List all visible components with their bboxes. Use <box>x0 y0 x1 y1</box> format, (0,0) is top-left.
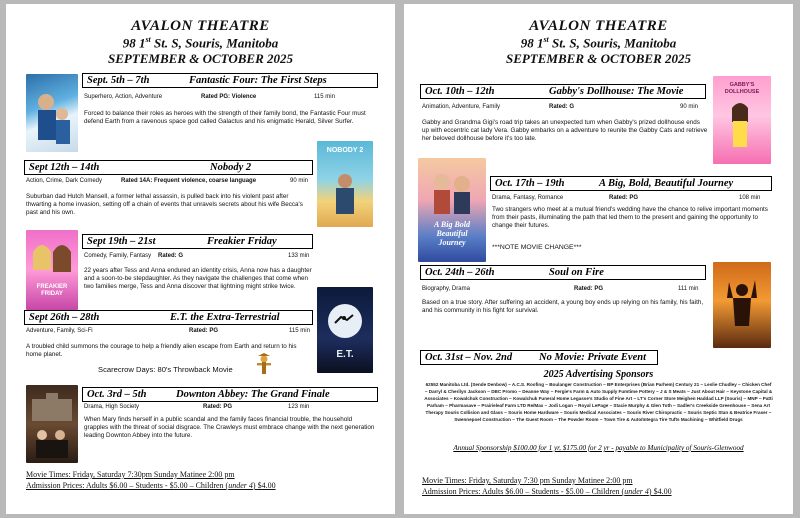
scarecrow-icon <box>255 353 273 375</box>
movie-7-meta: Drama, Fantasy, Romance Rated: PG 108 min <box>492 195 761 201</box>
season-title-right: SEPTEMBER & OCTOBER 2025 <box>505 51 692 66</box>
left-page <box>6 4 395 514</box>
big-bold-journey-poster <box>418 158 486 262</box>
movie-1-meta: Superhero, Action, Adventure Rated PG: Violence 115 min <box>84 94 335 100</box>
sponsors-title: 2025 Advertising Sponsors <box>543 369 654 380</box>
movie-9-bar: Oct. 31st – Nov. 2nd No Movie: Private Event <box>420 350 658 365</box>
movie-4-description: A troubled child summons the courage to help a friendly alien escape from Earth and return to his home planet. <box>26 343 297 359</box>
movie-1-bar: Sept. 5th – 7th Fantastic Four: The First Steps <box>82 73 378 88</box>
theatre-address: 98 1st St. S, Souris, Manitoba <box>122 35 279 51</box>
right-movie-times: Movie Times: Friday, Saturday 7:30 pm Sunday Matinee 2:00 pm <box>422 476 633 485</box>
theatre-name: AVALON THEATRE <box>131 18 270 34</box>
annual-sponsorship: Annual Sponsorship $100.00 for 1 yr, $175.00 for 2 yr - payable to Municipality of Souris-Glenwood <box>453 444 744 452</box>
movie-2-description: Suburban dad Hutch Mansell, a former lethal assassin, is pulled back into his violent past after thwarting a home invasion, setting off a chain of events that unravels secrets about his wife Becca's past and his own. <box>26 193 303 217</box>
movie-2-meta: Action, Crime, Dark Comedy Rated 14A: Frequent violence, coarse language 90 min <box>26 178 309 184</box>
right-admission-prices: Admission Prices: Adults $6.00 – Students - $5.00 – Children (under 4) $4.00 <box>422 487 672 496</box>
nobody-2-poster-title: NOBODY 2 <box>326 147 364 154</box>
big-bold-journey-poster-title: A Big Bold Beautiful Journey <box>433 220 470 247</box>
gabbys-dollhouse-poster-title: GABBY'S DOLLHOUSE <box>724 82 760 95</box>
left-admission-prices: Admission Prices: Adults $6.00 – Students - $5.00 – Children (under 4) $4.00 <box>26 481 276 490</box>
sponsors-list: 62552 Manitoba Ltd. (Sende Denbow) ~ A.C.S. Roofing ~ Boulanger Construction ~ BP Enterprises (Brian Parhem) Century 21 ~ Leslie Chudley ~ Chicken Chef ~ Darryl & Cherilyn Jackson ~ DBC Promo ~ Deanne Way ~ Fergie's Farm & Auto Supply Fumtime Pottery ~ J & S Meats ~ Just About Hair ~ Keystone Capital & Associates ~ Kowalchuk Construction ~ Kowalchuk Funeral Home Legasse's Studio of Fine Art ~ LT's Corner Store Meighen Haddad LLP (Souris) ~ MNP ~ Patti Parham ~ Pharmasave ~ Prairieleaf Farm LTD Re/Max – Jodi Logan ~ Royal LePage – Stacie Murphy & Glen Toth ~ Sadler's Creekside Greenhouse ~ Sena Art Therapy Souris Collision and Glass ~ Souris Home Hardware ~ Souris Medical Associates ~ Souris River Chiropractic ~ Souris Septic Stan & Beatrice Fraser ~ Swennepoel Construction ~ The Guest Room ~ The Powder Room ~ Town Tire & Auto/Integra Tire Tufts Machining ~ Whitfield Drugs <box>424 382 773 422</box>
movie-1-description: Forced to balance their roles as heroes with the strength of their family bond, the Fantastic Four must defend Earth from a ravenous space god called Galactus and his enigmatic Herald, Silver Surfer. <box>84 110 366 126</box>
freakier-friday-poster <box>26 230 78 310</box>
movie-8-meta: Biography, Drama Rated: PG 111 min <box>422 286 699 292</box>
left-movie-times: Movie Times: Friday, Saturday 7:30pm Sunday Matinee 2:00 pm <box>26 470 235 479</box>
season-title: SEPTEMBER & OCTOBER 2025 <box>107 51 294 66</box>
movie-5-meta: Drama, High Society Rated: PG 123 min <box>84 404 310 410</box>
movie-change-note: ***NOTE MOVIE CHANGE*** <box>492 244 582 251</box>
et-art <box>317 287 373 373</box>
et-poster-title: E.T. <box>336 349 354 360</box>
movie-3-bar: Sept 19th – 21st Freakier Friday <box>82 234 313 249</box>
movie-4-meta: Adventure, Family, Sci-Fi Rated: PG 115 min <box>26 328 310 334</box>
movie-2-bar: Sept 12th – 14th Nobody 2 <box>24 160 313 175</box>
movie-8-description: Based on a true story. After suffering an accident, a young boy ends up relying on his family, his faith, and his community in his fight for survival. <box>422 299 704 315</box>
movie-6-meta: Animation, Adventure, Family Rated: G 90 min <box>422 104 699 110</box>
theatre-name-right: AVALON THEATRE <box>529 18 668 34</box>
movie-7-bar: Oct. 17th – 19th A Big, Bold, Beautiful Journey <box>490 176 772 191</box>
nobody-2-poster <box>317 141 373 227</box>
movie-6-bar: Oct. 10th – 12th Gabby's Dollhouse: The Movie <box>420 84 706 99</box>
movie-7-description: Two strangers who meet at a mutual friend's wedding have the chance to relive important moments from their pasts, illuminating the path that led them to the present and gaining the opportunity to change their futures. <box>492 206 768 230</box>
movie-3-meta: Comedy, Family, Fantasy Rated: G 133 min <box>84 253 310 259</box>
movie-8-bar: Oct. 24th – 26th Soul on Fire <box>420 265 706 280</box>
soul-on-fire-poster <box>713 262 771 348</box>
movie-4-bar: Sept 26th – 28th E.T. the Extra-Terrestrial <box>24 310 313 325</box>
scarecrow-days-note: Scarecrow Days: 80's Throwback Movie <box>98 365 233 374</box>
downton-abbey-art <box>26 385 78 463</box>
fantastic-four-poster <box>26 74 78 152</box>
movie-6-description: Gabby and Grandma Gigi's road trip takes an unexpected turn when Gabby's prized dollhouse ends up with eccentric cat lady Vera. Gabby embarks on a adventure to reunite the Gabby Cats and retrieve her beloved dollhouse before it's too late. <box>422 119 708 143</box>
movie-5-bar: Oct. 3rd – 5th Downton Abbey: The Grand Finale <box>82 387 378 402</box>
right-page <box>404 4 793 514</box>
theatre-address-right: 98 1st St. S, Souris, Manitoba <box>520 35 677 51</box>
freakier-friday-poster-title: FREAKIER FRIDAY <box>36 284 68 297</box>
downton-abbey-poster <box>26 385 78 463</box>
movie-3-description: 22 years after Tess and Anna endured an identity crisis, Anna now has a daughter and a soon-to-be stepdaughter. As they navigate the challenges that come when two families merge, Tess and Anna discover that lightning might strike twice. <box>84 267 312 291</box>
movie-5-description: When Mary finds herself in a public scandal and the family faces financial trouble, the household grapples with the threat of social disgrace. The Crawleys must embrace change with the next generation leading Downton Abbey into the future. <box>84 416 375 440</box>
et-poster <box>317 287 373 373</box>
fantastic-four-art <box>26 74 78 152</box>
gabbys-dollhouse-poster <box>713 76 771 164</box>
soul-on-fire-art <box>713 262 771 348</box>
freakier-friday-art <box>26 230 78 310</box>
